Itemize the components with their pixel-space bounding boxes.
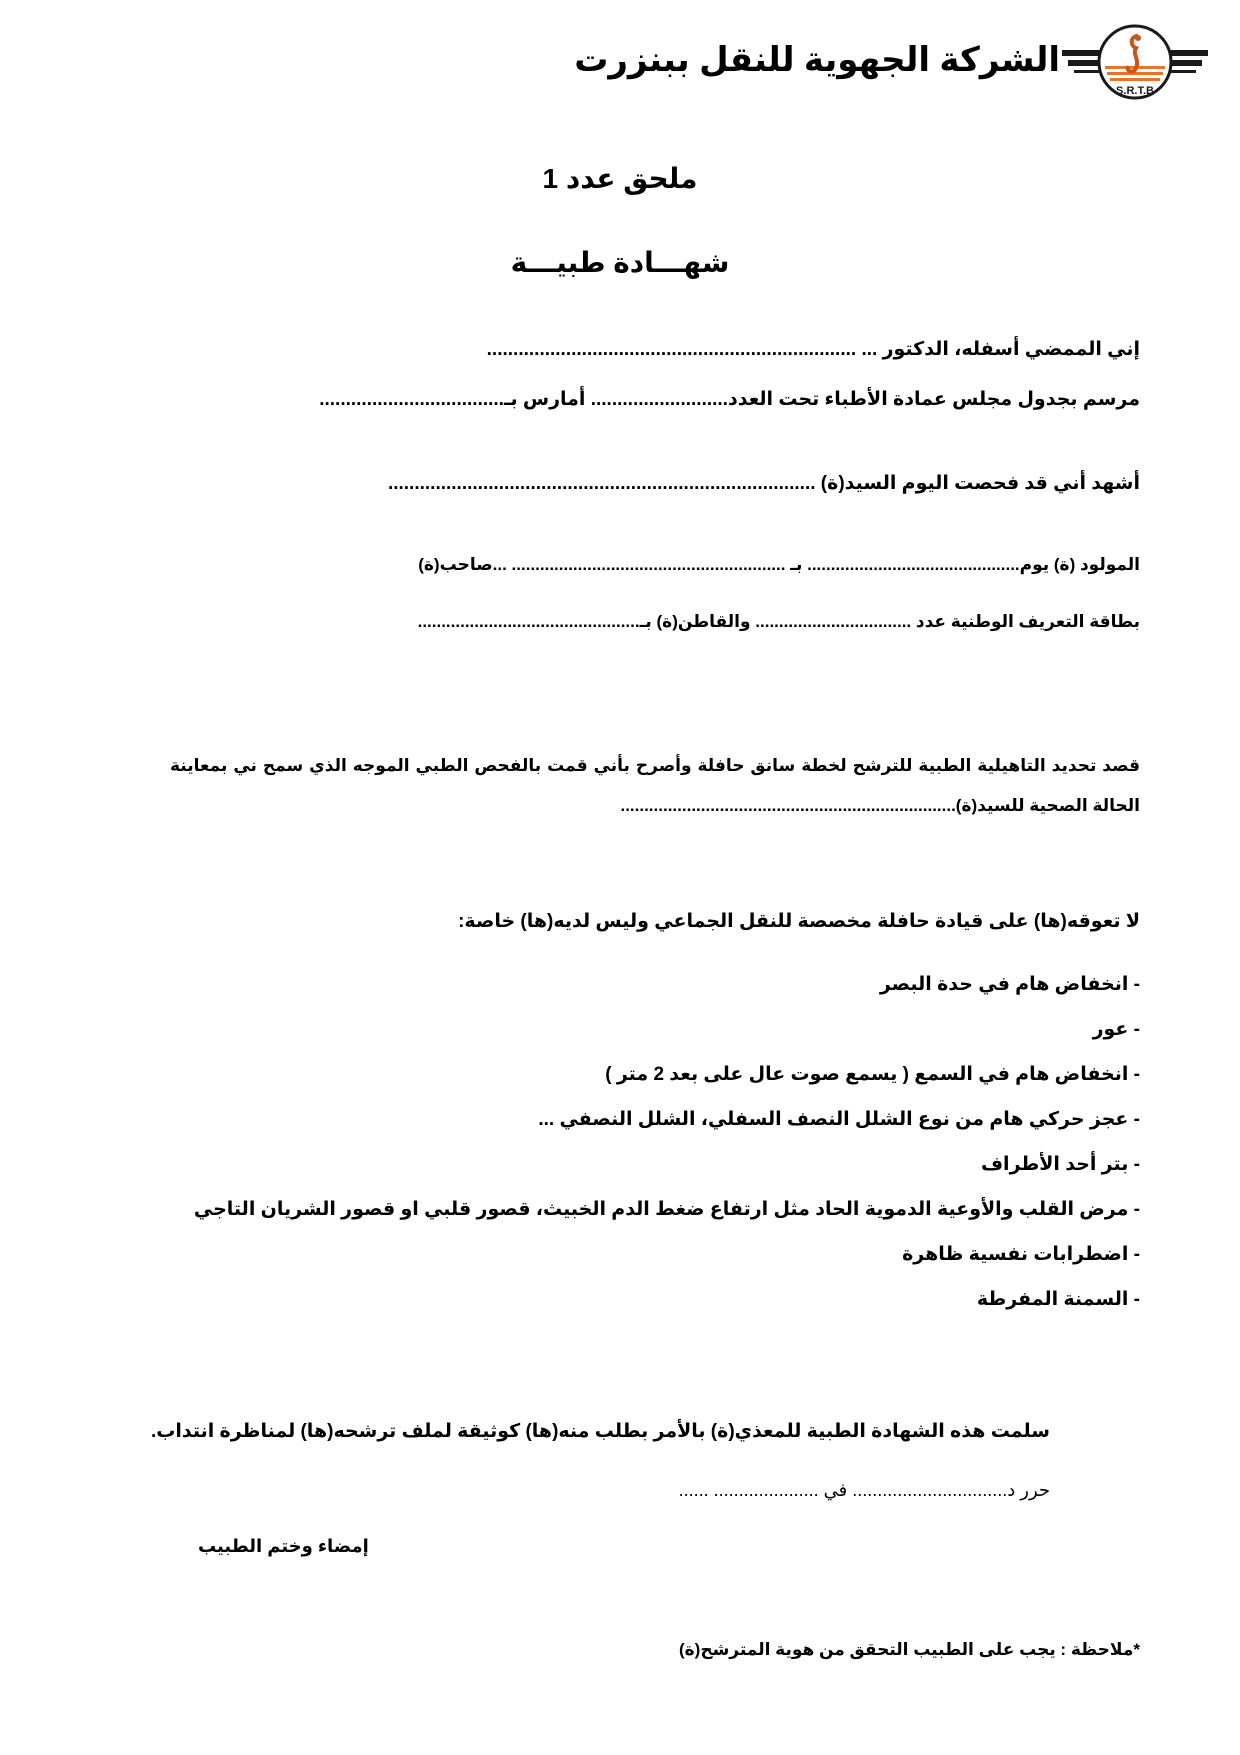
company-logo xyxy=(1060,22,1210,102)
conditions-intro: لا تعوقه(ها) على قيادة حافلة مخصصة للنقل الجماعي وليس لديه(ها) خاصة: xyxy=(458,911,1140,932)
certificate-title: شهـــادة طبيـــة xyxy=(510,247,730,278)
condition-item: - مرض القلب والأوعية الدموية الحاد مثل ارتفاع ضغط الدم الخبيث، قصور قلبي او قصور الشريان التاجي xyxy=(193,1199,1140,1220)
doctor-name-field: إني الممضي أسفله، الدكتور ... ...................................................................... xyxy=(486,339,1140,360)
condition-item: - انخفاض هام في السمع ( يسمع صوت عال على بعد 2 متر ) xyxy=(605,1064,1140,1085)
annex-title: ملحق عدد 1 xyxy=(542,163,698,194)
purpose-paragraph: قصد تحديد التاهيلية الطبية للترشح لخطة سانق حافلة وأصرح بأني قمت بالفحص الطبي الموجه الذي سمح ني بمعاينة الحالة الصحية للسيد(ة)....................................................................... xyxy=(170,756,1140,815)
condition-item: - انخفاض هام في حدة البصر xyxy=(879,974,1140,995)
condition-item: - السمنة المفرطة xyxy=(976,1289,1140,1310)
condition-item: - عور xyxy=(1092,1019,1140,1040)
logo-acronym: S.R.T.B xyxy=(1116,85,1154,97)
signature-label: إمضاء وختم الطبيب xyxy=(198,1536,369,1556)
done-at-field: حرر د............................... في ..................... ...... xyxy=(678,1480,1050,1500)
condition-item: - بتر أحد الأطراف xyxy=(980,1154,1140,1175)
condition-item: - اضطرابات نفسية ظاهرة xyxy=(902,1244,1140,1265)
birth-field: المولود (ة) يوم............................................. بـ .......................................................... ...صاحب(ة) xyxy=(418,555,1140,574)
id-card-field: بطاقة التعريف الوطنية عدد ................................. والقاطن(ة) بـ............................................... xyxy=(417,612,1140,631)
logo-emblem-icon xyxy=(1060,22,1210,102)
footnote: *ملاحظة : يجب على الطبيب التحقق من هوية المترشح(ة) xyxy=(678,1640,1140,1659)
registration-field: مرسم بجدول مجلس عمادة الأطباء تحت العدد.......................... أمارس بـ................................... xyxy=(319,389,1140,410)
examined-person-field: أشهد أني قد فحصت اليوم السيد(ة) ................................................................................. xyxy=(387,473,1140,494)
delivery-statement: سلمت هذه الشهادة الطبية للمعذي(ة) بالأمر بطلب منه(ها) كوثيقة لملف ترشحه(ها) لمناظرة انتداب. xyxy=(150,1421,1050,1442)
conditions-list xyxy=(194,962,1140,1322)
condition-item: - عجز حركي هام من نوع الشلل النصف السفلي، الشلل النصفي ... xyxy=(538,1109,1140,1130)
company-name: الشركة الجهوية للنقل ببنزرت xyxy=(574,41,1060,79)
